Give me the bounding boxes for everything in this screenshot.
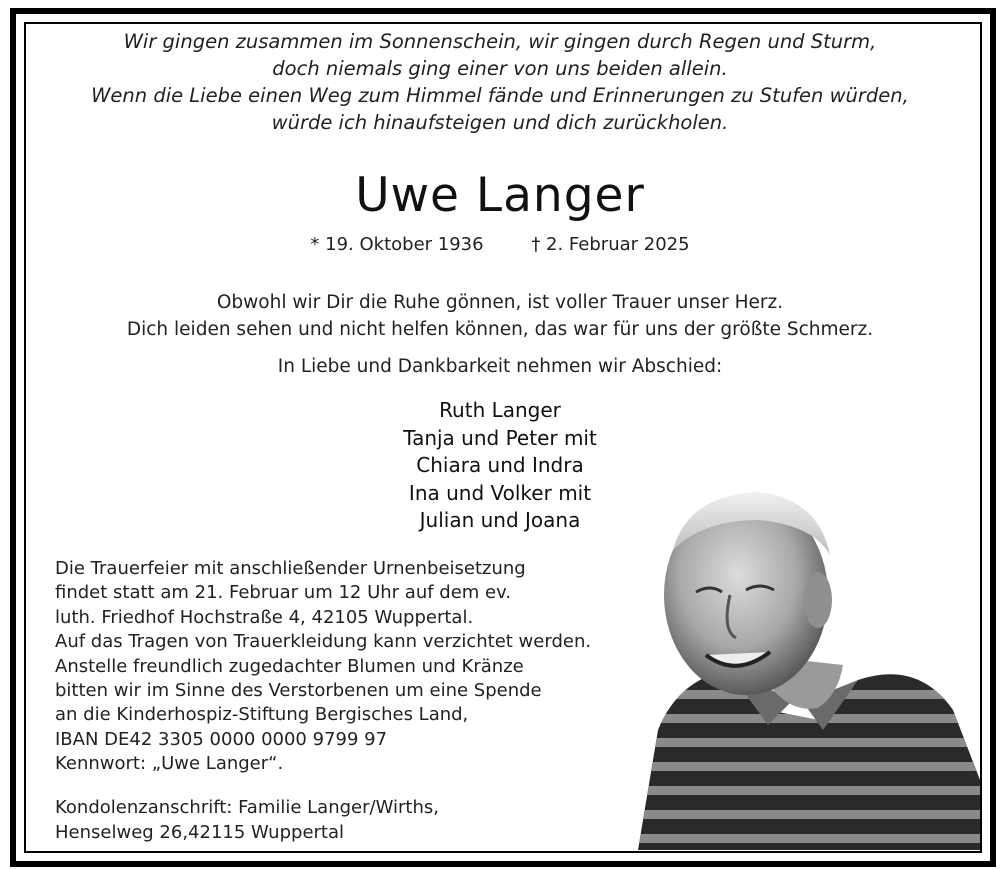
details-line: IBAN DE42 3305 0000 0000 9799 97 bbox=[55, 728, 388, 750]
mourner-name: Chiara und Indra bbox=[416, 453, 584, 477]
poem-line: Wenn die Liebe einen Weg zum Himmel fände und Erinnerungen zu Stufen würden, bbox=[91, 84, 909, 107]
mourner-name: Ruth Langer bbox=[439, 398, 561, 422]
life-dates bbox=[0, 234, 1000, 255]
verse-line: Dich leiden sehen und nicht helfen können, das war für uns der größte Schmerz. bbox=[126, 319, 874, 340]
details-line: Anstelle freundlich zugedachter Blumen und Kränze bbox=[55, 655, 524, 677]
funeral-details bbox=[55, 557, 591, 777]
birth-date: * 19. Oktober 1936 bbox=[310, 234, 484, 255]
poem-line: Wir gingen zusammen im Sonnenschein, wir gingen durch Regen und Sturm, bbox=[123, 30, 877, 53]
details-line: bitten wir im Sinne des Verstorbenen um eine Spende bbox=[55, 680, 542, 702]
details-line: findet statt am 21. Februar um 12 Uhr auf dem ev. bbox=[55, 582, 512, 604]
poem-line: doch niemals ging einer von uns beiden allein. bbox=[272, 57, 728, 80]
mourner-name: Julian und Joana bbox=[419, 508, 581, 532]
verse-line: Obwohl wir Dir die Ruhe gönnen, ist voller Trauer unser Herz. bbox=[216, 292, 784, 313]
death-date: † 2. Februar 2025 bbox=[531, 234, 690, 255]
portrait-photo bbox=[618, 480, 980, 850]
details-line: an die Kinderhospiz-Stiftung Bergisches Land, bbox=[55, 704, 469, 726]
contact-line: Kondolenzanschrift: Familie Langer/Wirths, bbox=[55, 797, 439, 818]
opening-poem bbox=[0, 28, 1000, 136]
contact-line: Henselweg 26,42115 Wuppertal bbox=[55, 822, 345, 843]
poem-line: würde ich hinaufsteigen und dich zurückholen. bbox=[271, 111, 729, 134]
details-line: Kennwort: „Uwe Langer“. bbox=[55, 753, 284, 775]
mourner-name: Tanja und Peter mit bbox=[403, 425, 597, 450]
details-line: luth. Friedhof Hochstraße 4, 42105 Wuppertal. bbox=[55, 606, 474, 628]
mourner-name: Ina und Volker mit bbox=[408, 480, 592, 505]
portrait-illustration bbox=[618, 480, 980, 850]
details-line: Die Trauerfeier mit anschließender Urnenbeisetzung bbox=[55, 558, 526, 579]
mourning-verse bbox=[0, 289, 1000, 343]
condolence-address bbox=[55, 795, 439, 845]
deceased-name: Uwe Langer bbox=[355, 168, 645, 223]
farewell-line: In Liebe und Dankbarkeit nehmen wir Abschied: bbox=[277, 356, 723, 377]
details-line: Auf das Tragen von Trauerkleidung kann verzichtet werden. bbox=[55, 631, 592, 653]
